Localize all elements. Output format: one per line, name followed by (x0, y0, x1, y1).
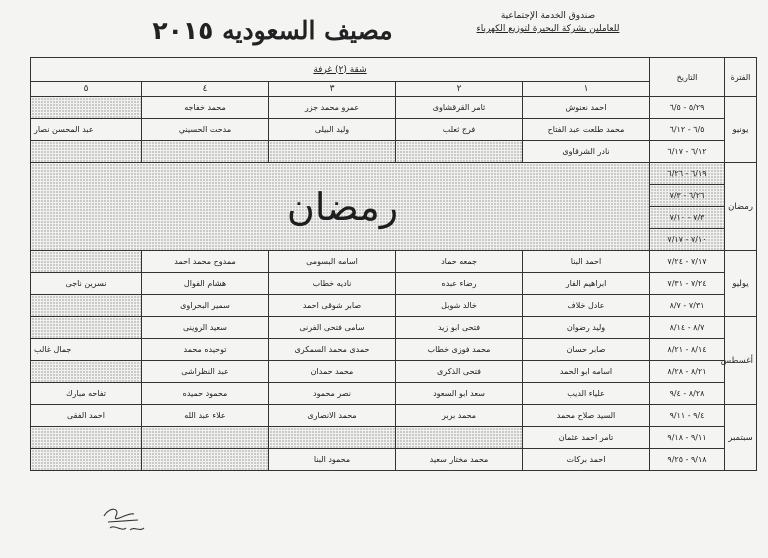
name-cell: سمير البحراوى (142, 295, 269, 317)
name-cell: ثامر القرقشاوى (396, 97, 523, 119)
name-cell: نسرين ناجى (31, 273, 142, 295)
ramadan-overlay (155, 183, 530, 233)
table-row (31, 119, 757, 141)
table-row (31, 97, 757, 119)
table-row (31, 295, 757, 317)
name-cell (31, 361, 142, 383)
name-cell: ممدوح محمد احمد (142, 251, 269, 273)
name-cell: محمود البنا (269, 449, 396, 471)
name-cell: جمال غالب (31, 339, 142, 361)
name-cell: فتحى الذكرى (396, 361, 523, 383)
name-cell: فرج ثعلب (396, 119, 523, 141)
page-title (150, 16, 395, 45)
name-cell: سعيد الروينى (142, 317, 269, 339)
name-cell: اسامه ابو الحمد (523, 361, 650, 383)
date-cell: ٩/١٨ - ٩/٢٥ (650, 449, 725, 471)
name-cell: وليد البيلى (269, 119, 396, 141)
name-cell: احمد نعنوش (523, 97, 650, 119)
name-cell: عبد المحسن نصار (31, 119, 142, 141)
date-cell: ٦/٢٦ - ٧/٣ (650, 185, 725, 207)
table-row (31, 273, 757, 295)
name-cell (269, 427, 396, 449)
room-number: ٣ (269, 82, 396, 97)
room-number: ٥ (31, 82, 142, 97)
name-cell: احمد بركات (523, 449, 650, 471)
name-cell: محمد الانصارى (269, 405, 396, 427)
name-cell (31, 427, 142, 449)
date-cell: ٦/١٢ - ٦/١٧ (650, 141, 725, 163)
name-cell (142, 427, 269, 449)
date-cell: ٥/٢٩ - ٦/٥ (650, 97, 725, 119)
name-cell: محمود حميده (142, 383, 269, 405)
name-cell (31, 295, 142, 317)
date-cell: ٧/١٠ - ٧/١٧ (650, 229, 725, 251)
name-cell (269, 141, 396, 163)
name-cell: تفاحه مبارك (31, 383, 142, 405)
name-cell: احمد البنا (523, 251, 650, 273)
name-cell: سعد ابو السعود (396, 383, 523, 405)
name-cell: محمد طلعت عبد الفتاح (523, 119, 650, 141)
name-cell (31, 141, 142, 163)
name-cell: وليد رضوان (523, 317, 650, 339)
date-cell: ٧/٢٤ - ٧/٣١ (650, 273, 725, 295)
column-header-period: الفترة (725, 58, 757, 97)
month-august: أغسطس (725, 317, 757, 405)
date-cell: ٨/٧ - ٨/١٤ (650, 317, 725, 339)
title-text: مصيف السعوديه (222, 16, 393, 45)
name-cell (142, 449, 269, 471)
month-ramadan: رمضان (725, 163, 757, 251)
table-row (31, 339, 757, 361)
name-cell: صابر شوقى احمد (269, 295, 396, 317)
name-cell: ابراهيم الفار (523, 273, 650, 295)
name-cell (31, 251, 142, 273)
name-cell: هشام الفوال (142, 273, 269, 295)
table-row (31, 383, 757, 405)
name-cell (396, 427, 523, 449)
name-cell: جمعه حماد (396, 251, 523, 273)
name-cell: محمد بربر (396, 405, 523, 427)
name-cell: نصر محمود (269, 383, 396, 405)
schedule-table (30, 57, 757, 471)
date-cell: ٧/١٧ - ٧/٢٤ (650, 251, 725, 273)
room-number-row (31, 82, 757, 97)
column-header-date: التاريخ (650, 58, 725, 97)
name-cell: عبد النظراشى (142, 361, 269, 383)
org-line-1: صندوق الخدمة الإجتماعية (500, 11, 596, 21)
table-row (31, 449, 757, 471)
org-line-2: للعاملين بشركة البحيرة لتوزيع الكهرباء (476, 24, 620, 34)
table-row (31, 141, 757, 163)
name-cell: محمد خفاجه (142, 97, 269, 119)
date-cell: ٧/٣ - ٧/١٠ (650, 207, 725, 229)
table-row (31, 163, 757, 185)
signature-mark (98, 502, 158, 542)
date-cell: ٨/١٤ - ٨/٢١ (650, 339, 725, 361)
date-cell: ٩/١١ - ٩/١٨ (650, 427, 725, 449)
name-cell: عادل خلاف (523, 295, 650, 317)
organization-header (453, 10, 643, 36)
name-cell: محمد فوزى خطاب (396, 339, 523, 361)
room-number: ١ (523, 82, 650, 97)
table-row (31, 251, 757, 273)
name-cell: رضاء عبده (396, 273, 523, 295)
name-cell (396, 141, 523, 163)
name-cell: محمد مختار سعيد (396, 449, 523, 471)
month-september: سبتمبر (725, 405, 757, 471)
table-row (31, 317, 757, 339)
apartment-header: شقة (٢) غرفة (31, 58, 650, 82)
date-cell: ٦/١٩ - ٦/٢٦ (650, 163, 725, 185)
table-row (31, 427, 757, 449)
title-year: ٢٠١٥ (152, 16, 214, 45)
name-cell (31, 317, 142, 339)
name-cell: تامر احمد عثمان (523, 427, 650, 449)
name-cell: صابر حسان (523, 339, 650, 361)
name-cell: سامى فتحى الفرنى (269, 317, 396, 339)
name-cell: نادر الشرقاوى (523, 141, 650, 163)
name-cell: مدحت الحسيني (142, 119, 269, 141)
name-cell: علياء الديب (523, 383, 650, 405)
name-cell: خالد شوبل (396, 295, 523, 317)
name-cell: فتحى ابو زيد (396, 317, 523, 339)
name-cell: ناديه خطاب (269, 273, 396, 295)
month-june: يونيو (725, 97, 757, 163)
table-row (31, 361, 757, 383)
name-cell: حمدى محمد السمكرى (269, 339, 396, 361)
ramadan-label: رمضان (286, 185, 399, 229)
name-cell: اسامه البسومى (269, 251, 396, 273)
name-cell (31, 97, 142, 119)
date-cell: ٦/٥ - ٦/١٢ (650, 119, 725, 141)
date-cell: ٨/٢٨ - ٩/٤ (650, 383, 725, 405)
table-header-row (31, 58, 757, 82)
name-cell: عمرو محمد جزر (269, 97, 396, 119)
room-number: ٢ (396, 82, 523, 97)
room-number: ٤ (142, 82, 269, 97)
name-cell: محمد حمدان (269, 361, 396, 383)
month-july: يوليو (725, 251, 757, 317)
name-cell: توحيده محمد (142, 339, 269, 361)
date-cell: ٨/٢١ - ٨/٢٨ (650, 361, 725, 383)
name-cell: علاء عبد الله (142, 405, 269, 427)
name-cell (142, 141, 269, 163)
table-row (31, 405, 757, 427)
name-cell: السيد صلاح محمد (523, 405, 650, 427)
name-cell (31, 449, 142, 471)
date-cell: ٧/٣١ - ٨/٧ (650, 295, 725, 317)
name-cell: احمد الفقى (31, 405, 142, 427)
date-cell: ٩/٤ - ٩/١١ (650, 405, 725, 427)
